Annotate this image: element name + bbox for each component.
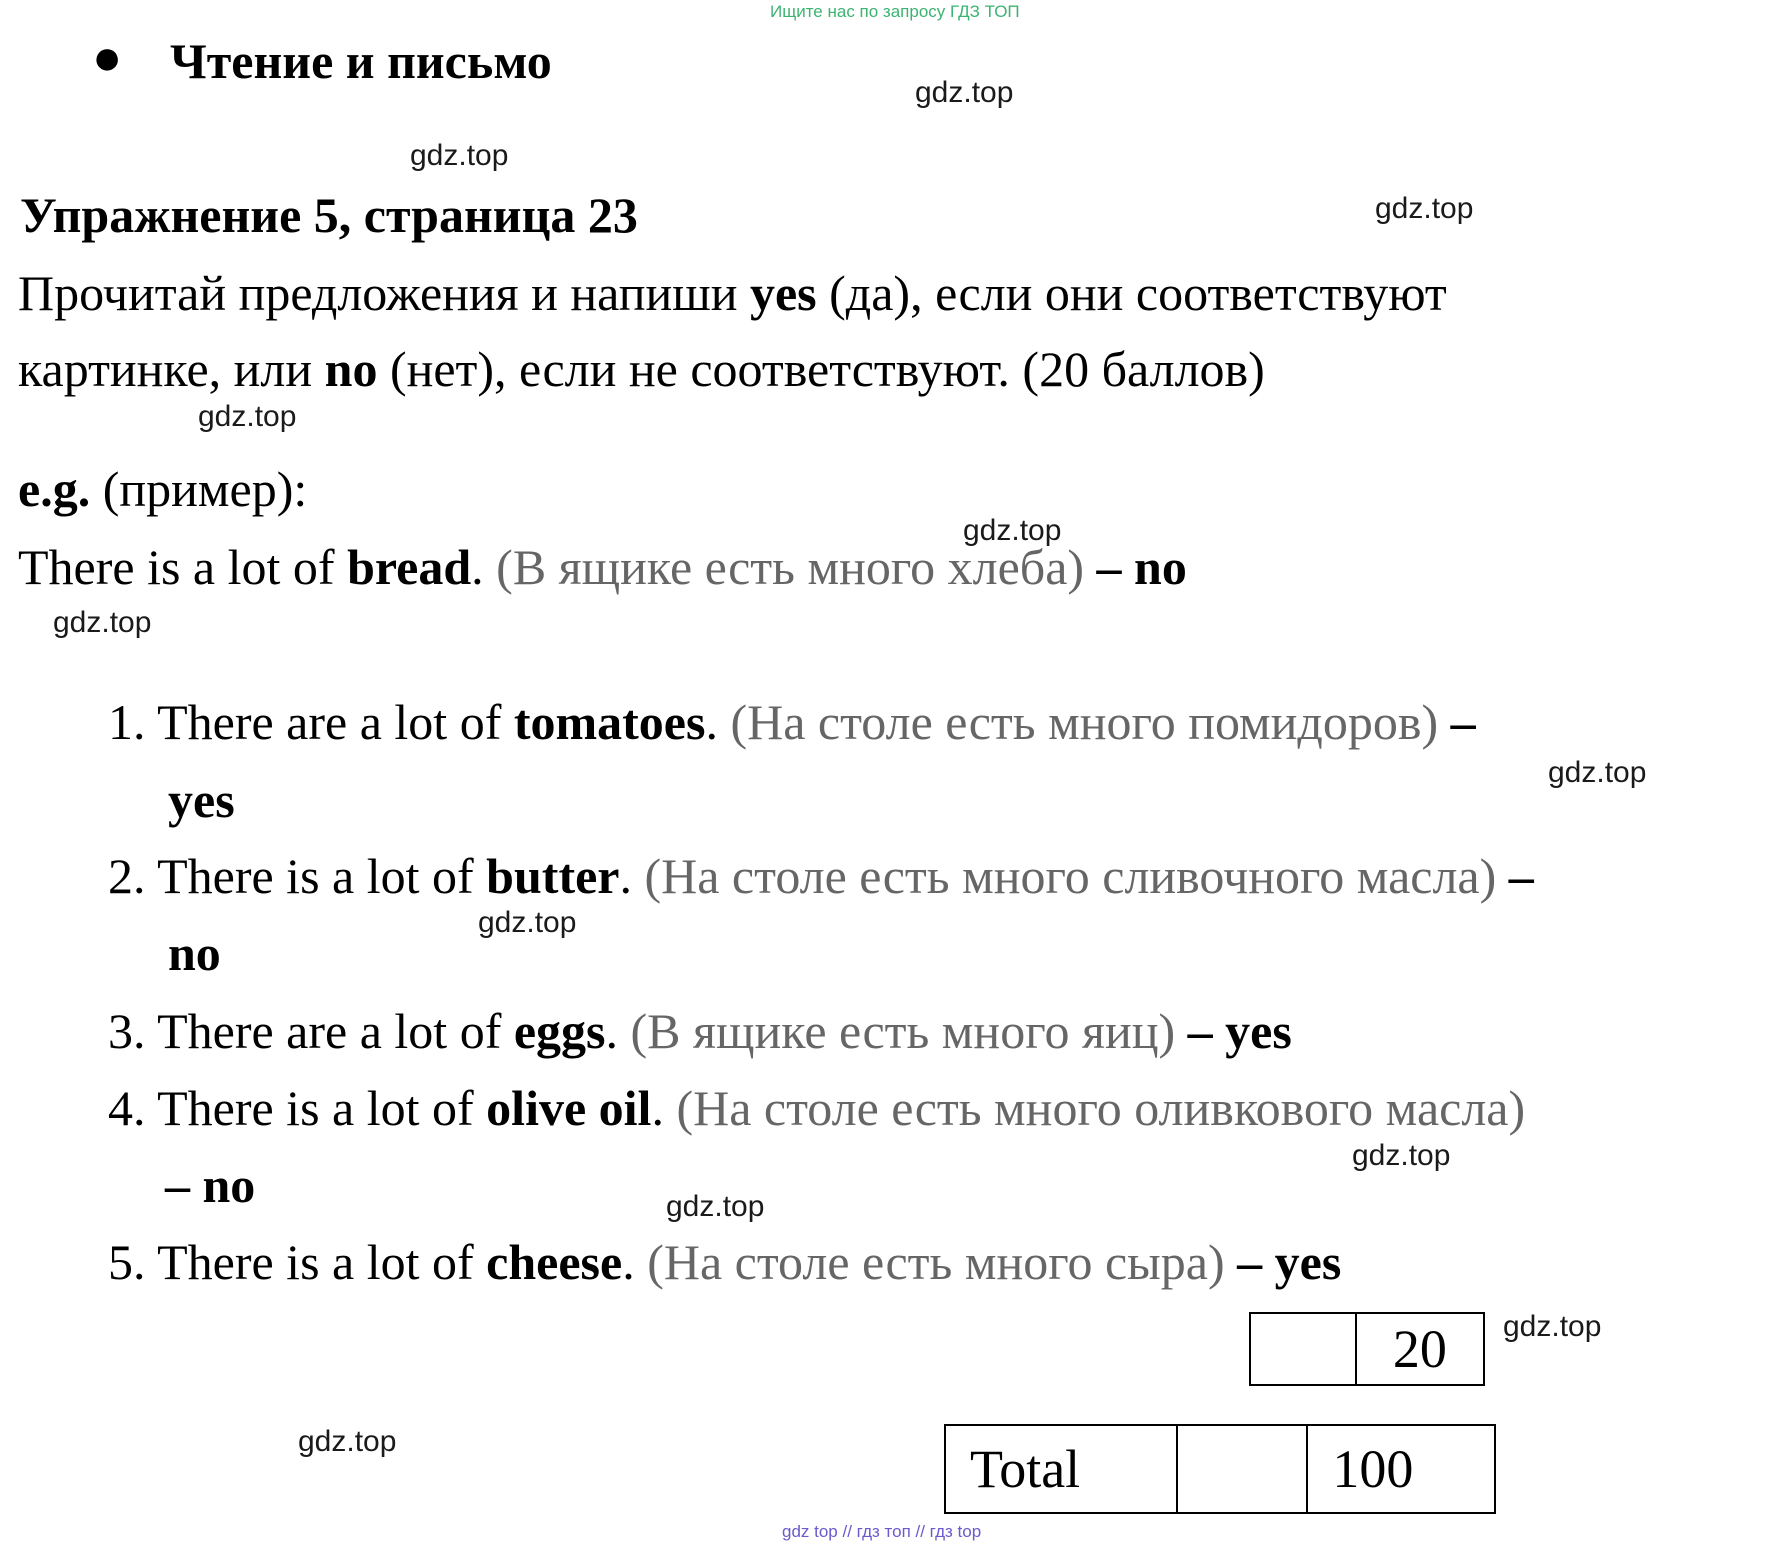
sentence-text: .	[705, 694, 718, 750]
keyword: cheese	[486, 1234, 623, 1290]
watermark: gdz.top	[410, 139, 509, 172]
total-label-cell: Total	[945, 1425, 1177, 1513]
answer: – no	[1096, 539, 1187, 595]
keyword: bread	[347, 539, 472, 595]
answer: – no	[165, 1157, 256, 1213]
item-number: 5.	[108, 1234, 146, 1290]
translation: (В ящике есть много хлеба)	[483, 539, 1097, 595]
answer: yes	[168, 772, 235, 828]
watermark: gdz.top	[53, 606, 152, 639]
score-box	[1249, 1312, 1485, 1386]
instruction-text: (нет), если не соответствуют. (20 баллов)	[377, 341, 1265, 397]
bullet-icon: ●	[92, 29, 123, 85]
keyword: eggs	[513, 1003, 606, 1059]
sentence-text: .	[651, 1080, 664, 1136]
answer: – yes	[1187, 1003, 1292, 1059]
sentence-text: .	[605, 1003, 619, 1059]
translation: (На столе есть много сыра)	[634, 1234, 1238, 1290]
list-item	[108, 694, 1476, 750]
item-number: 3.	[108, 1003, 146, 1059]
total-box	[944, 1424, 1496, 1514]
item-number: 1.	[108, 694, 146, 750]
list-item	[108, 848, 1534, 904]
sentence-text: .	[471, 539, 484, 595]
translation: (На столе есть много оливкового масла)	[663, 1080, 1526, 1136]
sentence-text: There is a lot of	[157, 1234, 487, 1290]
answer-dash: –	[1508, 848, 1534, 904]
answer: no	[168, 925, 221, 981]
bottom-banner: gdz top // гдз топ // гдз top	[782, 1522, 982, 1541]
sentence-text: .	[619, 848, 632, 904]
watermark: gdz.top	[478, 906, 577, 939]
list-item	[108, 1080, 1526, 1136]
example-sentence	[18, 539, 1187, 595]
instruction-text: (да), если они соответствуют	[816, 265, 1447, 321]
instruction-text: Прочитай предложения и напиши	[18, 265, 750, 321]
watermark: gdz.top	[915, 76, 1014, 109]
score-max-cell: 20	[1356, 1313, 1484, 1385]
watermark: gdz.top	[1548, 756, 1647, 789]
watermark: gdz.top	[963, 514, 1062, 547]
example-label-bold: e.g.	[18, 461, 91, 517]
sentence-text: There is a lot of	[157, 848, 487, 904]
item-number: 4.	[108, 1080, 146, 1136]
instruction-text: картинке, или	[18, 341, 325, 397]
total-empty-cell	[1177, 1425, 1307, 1513]
sentence-text: .	[622, 1234, 635, 1290]
instruction-no: no	[324, 341, 378, 397]
example-label	[18, 461, 308, 517]
sentence-text: There are a lot of	[157, 694, 514, 750]
example-label-rest: (пример):	[90, 461, 308, 517]
list-item	[108, 1234, 1342, 1290]
keyword: butter	[486, 848, 620, 904]
watermark: gdz.top	[1375, 192, 1474, 225]
translation: (В ящике есть много яиц)	[618, 1003, 1188, 1059]
watermark: gdz.top	[198, 400, 297, 433]
translation: (На столе есть много помидоров)	[717, 694, 1451, 750]
keyword: olive oil	[486, 1080, 652, 1136]
total-max-cell: 100	[1307, 1425, 1495, 1513]
sentence-text: There are a lot of	[157, 1003, 514, 1059]
watermark: gdz.top	[1352, 1139, 1451, 1172]
watermark: gdz.top	[298, 1425, 397, 1458]
item-number: 2.	[108, 848, 146, 904]
answer: – yes	[1237, 1234, 1342, 1290]
sentence-text: There is a lot of	[157, 1080, 487, 1136]
instruction-line-2	[18, 341, 1265, 397]
watermark: gdz.top	[666, 1190, 765, 1223]
list-item	[108, 1003, 1292, 1059]
watermark: gdz.top	[1503, 1310, 1602, 1343]
section-title: Чтение и письмо	[170, 33, 552, 89]
instruction-yes: yes	[749, 265, 817, 321]
exercise-heading: Упражнение 5, страница 23	[20, 187, 638, 243]
translation: (На столе есть много сливочного масла)	[631, 848, 1509, 904]
score-empty-cell	[1250, 1313, 1356, 1385]
sentence-text: There is a lot of	[18, 539, 348, 595]
answer-dash: –	[1450, 694, 1476, 750]
keyword: tomatoes	[513, 694, 706, 750]
top-banner: Ищите нас по запросу ГДЗ ТОП	[770, 2, 1020, 21]
instruction-line-1	[18, 265, 1447, 321]
